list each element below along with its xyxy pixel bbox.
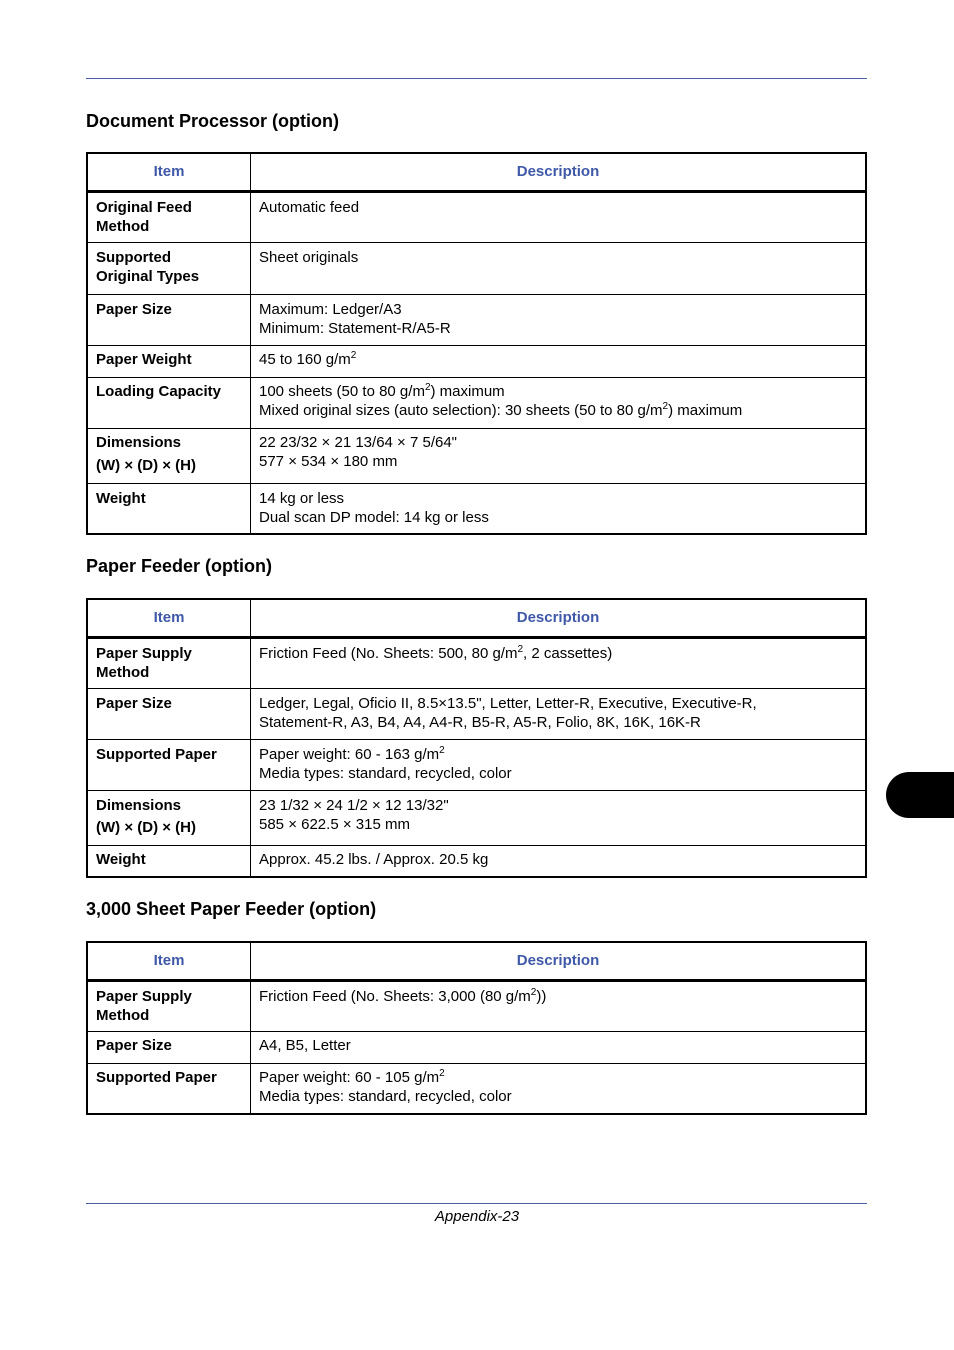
table-row xyxy=(87,980,866,1031)
row-description: A4, B5, Letter xyxy=(251,1031,867,1063)
table-row xyxy=(87,428,866,483)
table-row xyxy=(87,345,866,377)
table-row xyxy=(87,739,866,790)
table-row xyxy=(87,242,866,294)
row-item: Supported Paper xyxy=(87,1063,251,1114)
row-item: Paper Weight xyxy=(87,345,251,377)
table-row xyxy=(87,1063,866,1114)
row-item: Paper Size xyxy=(87,294,251,345)
table-row xyxy=(87,637,866,688)
row-item: Supported Paper xyxy=(87,739,251,790)
section-title-paper-feeder: Paper Feeder (option) xyxy=(86,556,273,576)
row-description: 22 23/32 × 21 13/64 × 7 5/64" 577 × 534 × 180 mm xyxy=(251,428,867,483)
table-row xyxy=(87,688,866,739)
row-description: Sheet originals xyxy=(251,242,867,294)
row-description: 100 sheets (50 to 80 $g/m^2$) maximum Mixed original sizes (auto selection): 30 sheets (50 to 80 $g/m^2$) maximum xyxy=(251,377,867,428)
page-number: Appendix-23 xyxy=(434,1208,520,1225)
column-header-description: Description xyxy=(251,153,867,191)
column-header-item: Item xyxy=(87,942,251,980)
row-description: Friction Feed (No. Sheets: 3,000 (80 $g/m^2$)) xyxy=(251,980,867,1031)
row-item: Paper Size xyxy=(87,688,251,739)
table-row xyxy=(87,790,866,845)
table-row xyxy=(87,294,866,345)
row-item: Dimensions (W) × (D) × (H) xyxy=(87,790,251,845)
table-row xyxy=(87,845,866,877)
spec-table-paper-feeder xyxy=(86,598,867,878)
row-item: Dimensions (W) × (D) × (H) xyxy=(87,428,251,483)
table-row xyxy=(87,1031,866,1063)
row-description: Automatic feed xyxy=(251,191,867,242)
row-item: Paper Supply Method xyxy=(87,637,251,688)
row-description: Approx. 45.2 lbs. / Approx. 20.5 kg xyxy=(251,845,867,877)
row-description: Paper weight: 60 - 163 $g/m^2$ Media types: standard, recycled, color xyxy=(251,739,867,790)
spec-table-3000-sheet-feeder xyxy=(86,941,867,1115)
row-item: Paper Supply Method xyxy=(87,980,251,1031)
section-title-document-processor: Document Processor (option) xyxy=(86,111,340,131)
section-title-3000-sheet-feeder: 3,000 Sheet Paper Feeder (option) xyxy=(86,899,377,919)
row-description: Ledger, Legal, Oficio II, 8.5×13.5", Letter, Letter-R, Executive, Executive-R, Statement-R, A3, B4, A4, A4-R, B5-R, A5-R, Folio, 8K, 16K, 16K-R xyxy=(251,688,867,739)
row-description: Paper weight: 60 - 105 $g/m^2$ Media types: standard, recycled, color xyxy=(251,1063,867,1114)
row-description: Maximum: Ledger/A3 Minimum: Statement-R/A5-R xyxy=(251,294,867,345)
row-item: Original Feed Method xyxy=(87,191,251,242)
spec-table-document-processor xyxy=(86,152,867,535)
chapter-tab-marker xyxy=(886,772,954,818)
column-header-description: Description xyxy=(251,599,867,637)
column-header-item: Item xyxy=(87,153,251,191)
footer-rule xyxy=(86,1203,867,1204)
row-description: Friction Feed (No. Sheets: 500, 80 $g/m^2$, 2 cassettes) xyxy=(251,637,867,688)
table-row xyxy=(87,377,866,428)
row-description: 14 kg or less Dual scan DP model: 14 kg or less xyxy=(251,483,867,534)
table-row xyxy=(87,483,866,534)
row-item: Supported Original Types xyxy=(87,242,251,294)
column-header-description: Description xyxy=(251,942,867,980)
row-description: 45 to 160 $g/m^2$ xyxy=(251,345,867,377)
column-header-item: Item xyxy=(87,599,251,637)
row-item: Weight xyxy=(87,845,251,877)
row-item: Paper Size xyxy=(87,1031,251,1063)
table-row xyxy=(87,191,866,242)
row-item: Weight xyxy=(87,483,251,534)
header-rule xyxy=(86,78,867,79)
row-description: 23 1/32 × 24 1/2 × 12 13/32" 585 × 622.5 × 315 mm xyxy=(251,790,867,845)
row-item: Loading Capacity xyxy=(87,377,251,428)
